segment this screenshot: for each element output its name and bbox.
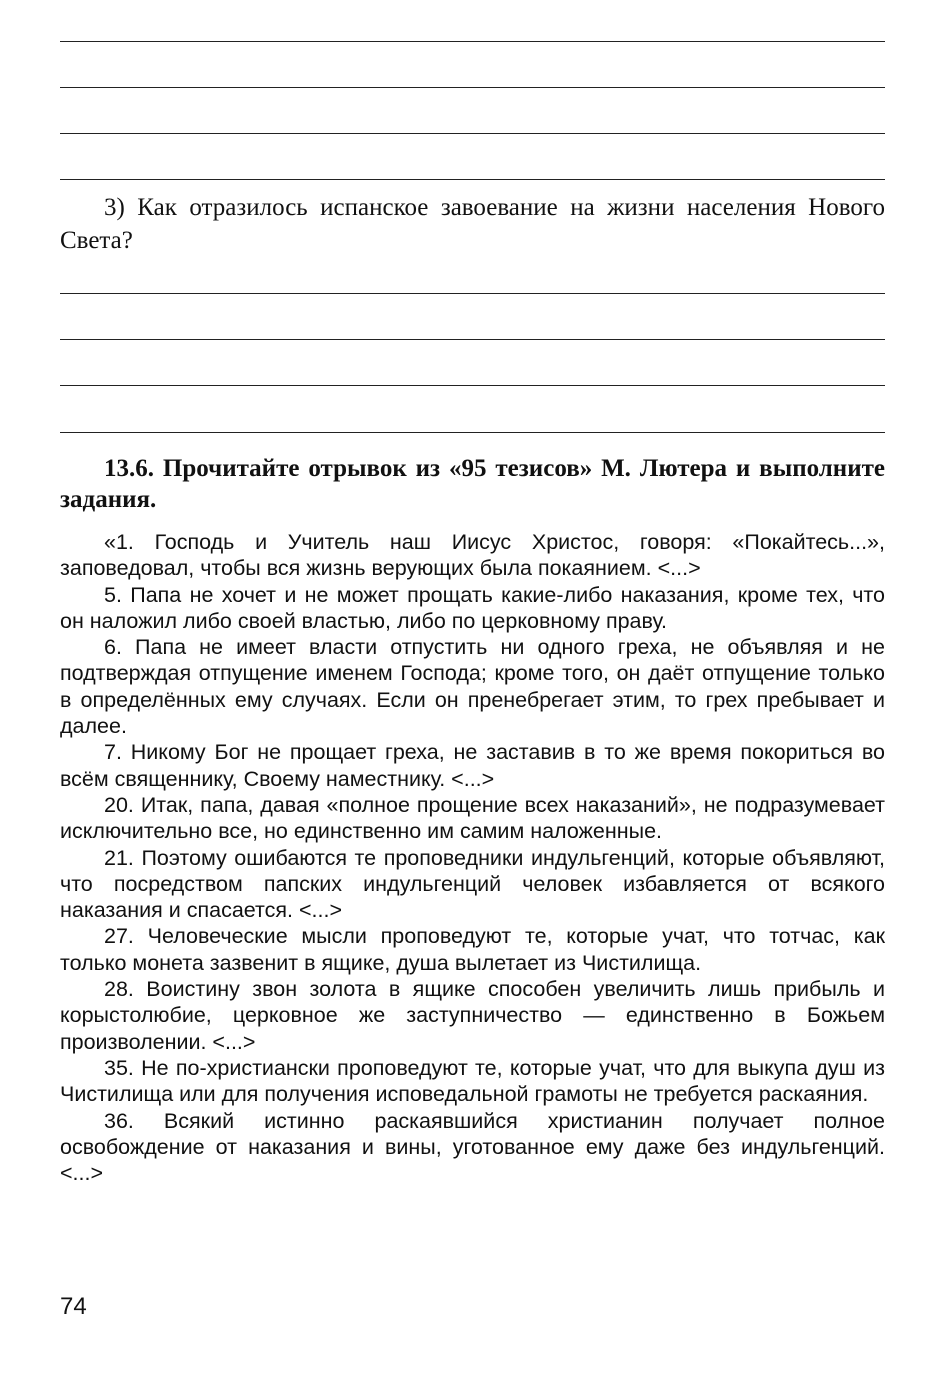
answer-line [60,432,885,433]
thesis-paragraph: 35. Не по-христиански проповедуют те, которые учат, что для выкупа душ из Чистилища или для получения исповедальной грамоты не требуется раскаяния. [60,1055,885,1107]
question-3 [60,191,885,257]
thesis-paragraph: 21. Поэтому ошибаются те проповедники индульгенций, которые объявляют, что посредством папских индульгенций человек избавляется от всякого наказания и спасается. <...> [60,845,885,923]
answer-line [60,293,885,294]
thesis-paragraph: 6. Папа не имеет власти отпустить ни одного греха, не объявляя и не подтверждая отпущение именем Господа; кроме того, он даёт отпущение только в определённых ему случаях. Если он пренебрегает этим, то грех пребывает и далее. [60,635,885,739]
page-number: 74 [60,1293,87,1320]
thesis-paragraph: 36. Всякий истинно раскаявшийся христианин получает полное освобождение от наказания и вины, уготованное ему даже без индульгенций. <...> [60,1108,885,1186]
task-title: 13.6. Прочитайте отрывок из «95 тезисов» М. Лютера и выполните задания. [60,455,885,513]
question-text: 3) Как отразилось испанское завоевание на жизни населения Нового Света? [60,194,885,254]
thesis-paragraph: 20. Итак, папа, давая «полное прощение всех наказаний», не подразумевает исключительно все, но единственно им самим наложенные. [60,792,885,844]
thesis-paragraph: 27. Человеческие мысли проповедуют те, которые учат, что тотчас, как только монета зазвенит в ящике, душа вылетает из Чистилища. [60,924,885,975]
answer-line [60,41,885,42]
answer-line [60,339,885,340]
thesis-paragraph: 28. Воистину звон золота в ящике способен увеличить лишь прибыль и корыстолюбие, церковное же заступничество — единственно в Божьем произволении. <...> [60,977,885,1054]
luther-excerpt [60,529,885,1186]
thesis-paragraph: «1. Господь и Учитель наш Иисус Христос, говоря: «Покайтесь...», заповедовал, чтобы вся жизнь верующих была покаянием. <...> [60,530,885,581]
thesis-paragraph: 5. Папа не хочет и не может прощать какие-либо наказания, кроме тех, что он наложил либо своей властью, либо по церковному праву. [60,582,885,633]
answer-line [60,179,885,180]
thesis-paragraph: 7. Никому Бог не прощает греха, не заставив в то же время покориться во всём священнику, Своему наместнику. <...> [60,740,885,791]
answer-line [60,385,885,386]
answer-line [60,87,885,88]
answer-line [60,133,885,134]
